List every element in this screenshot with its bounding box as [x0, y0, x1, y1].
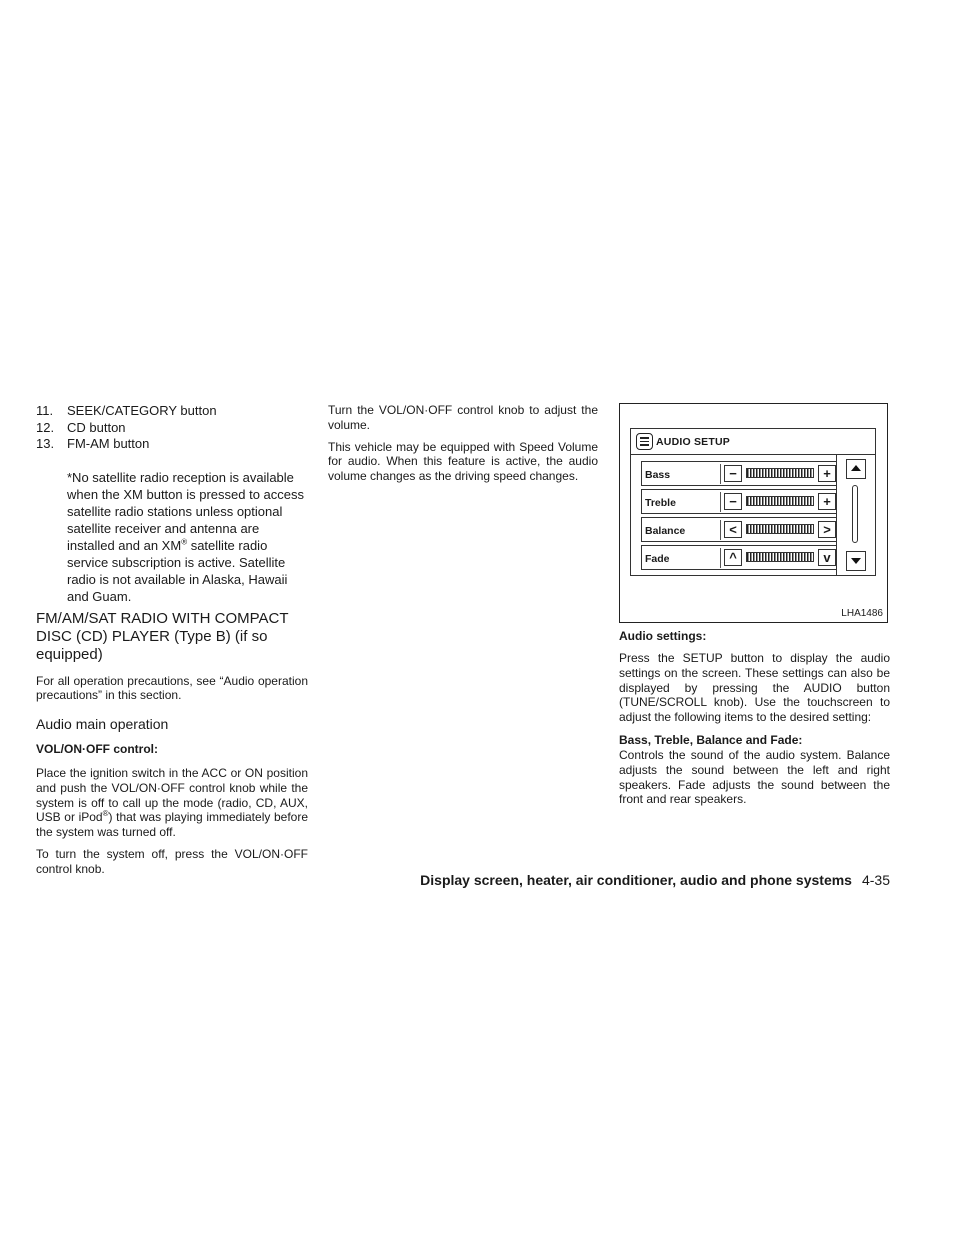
button-list	[36, 403, 308, 453]
registered-mark: ®	[102, 809, 109, 819]
list-text: SEEK/CATEGORY button	[67, 403, 217, 418]
footer-title: Display screen, heater, air conditioner, audio and phone systems	[420, 872, 852, 888]
screen-title-bar	[631, 429, 875, 455]
fade-rear-button[interactable]: v	[818, 549, 836, 566]
level-meter	[746, 524, 814, 534]
list-number: 12.	[36, 419, 55, 435]
adjust-control	[720, 520, 836, 540]
setting-row-fade	[641, 545, 837, 570]
increase-button[interactable]: +	[818, 465, 836, 482]
bass-treble-heading: Bass, Treble, Balance and Fade:	[619, 732, 803, 747]
setting-row-treble	[641, 489, 837, 514]
list-text: FM-AM button	[67, 436, 150, 451]
scrollbar	[837, 455, 875, 575]
settings-icon	[636, 433, 653, 450]
page-footer	[420, 872, 890, 888]
screen-title: AUDIO SETUP	[656, 436, 730, 448]
volume-paragraph: Turn the VOL/ON·OFF control knob to adjust the volume.	[328, 403, 598, 432]
fade-front-button[interactable]: ^	[724, 549, 742, 566]
list-item	[36, 403, 308, 420]
vol-paragraph-1	[36, 766, 308, 840]
level-meter	[746, 468, 814, 478]
adjust-control	[720, 548, 836, 568]
audio-settings-heading: Audio settings:	[619, 629, 707, 643]
list-number: 13.	[36, 436, 55, 451]
scroll-up-icon[interactable]	[846, 459, 866, 479]
setting-label: Fade	[645, 553, 670, 565]
setting-label: Balance	[645, 525, 686, 537]
list-text: CD button	[67, 419, 126, 435]
setting-row-bass	[641, 461, 837, 486]
scroll-track[interactable]	[852, 485, 858, 543]
vol-control-heading: VOL/ON·OFF control:	[36, 742, 158, 757]
scroll-down-icon[interactable]	[846, 551, 866, 571]
vol-text: Place the ignition switch in the ACC or ON position and push the VOL/ON·OFF control knob while the system is off to call up the mode (radio, CD, AUX, USB or iPod	[36, 766, 308, 825]
precautions-text: For all operation precautions, see “Audio operation precautions” in this section.	[36, 673, 308, 703]
page-number: 4-35	[861, 872, 890, 888]
bass-treble-paragraph: Controls the sound of the audio system. Balance adjusts the sound between the left and right speakers. Fade adjusts the sound between the front and rear speakers.	[619, 747, 890, 807]
setting-label: Treble	[645, 497, 676, 509]
level-meter	[746, 496, 814, 506]
decrease-button[interactable]: −	[724, 493, 742, 510]
vol-text-cont: ) that was playing immediately before the system was turned off.	[36, 810, 308, 840]
list-item	[36, 436, 308, 453]
footnote-text: *No satellite radio reception is available when the XM button is pressed to access satellite radio stations unless optional satellite receiver and antenna are installed and an XM	[67, 469, 305, 553]
level-meter	[746, 552, 814, 562]
balance-left-button[interactable]: <	[724, 521, 742, 538]
list-item	[36, 420, 308, 437]
vol-paragraph-2: To turn the system off, press the VOL/ON·OFF control knob.	[36, 847, 308, 876]
settings-rows	[631, 455, 837, 575]
registered-mark: ®	[181, 537, 188, 547]
section-title: FM/AM/SAT RADIO WITH COMPACT DISC (CD) PLAYER (Type B) (if so equipped)	[36, 609, 289, 663]
list-number: 11.	[36, 403, 54, 418]
audio-setup-screen	[630, 428, 876, 576]
middle-column	[328, 403, 598, 484]
footnote-text-cont: satellite radio service subscription is active. Satellite radio is not available in Alaska, Hawaii and Guam.	[67, 537, 288, 604]
satellite-footnote	[67, 469, 308, 605]
right-column	[619, 403, 890, 807]
setting-row-balance	[641, 517, 837, 542]
setting-label: Bass	[645, 469, 671, 481]
audio-setup-figure	[619, 403, 888, 623]
decrease-button[interactable]: −	[724, 465, 742, 482]
figure-id: LHA1486	[841, 608, 883, 619]
adjust-control	[720, 464, 836, 484]
increase-button[interactable]: +	[818, 493, 836, 510]
balance-right-button[interactable]: >	[818, 521, 836, 538]
speed-volume-paragraph: This vehicle may be equipped with Speed Volume for audio. When this feature is active, the audio volume changes as the driving speed changes.	[328, 439, 598, 484]
subsection-title: Audio main operation	[36, 716, 169, 733]
audio-settings-paragraph: Press the SETUP button to display the audio settings on the screen. These settings can also be displayed by pressing the AUDIO button (TUNE/SCROLL knob). Use the touchscreen to adjust the following items to the desired setting:	[619, 651, 890, 725]
adjust-control	[720, 492, 836, 512]
left-column	[36, 403, 308, 877]
